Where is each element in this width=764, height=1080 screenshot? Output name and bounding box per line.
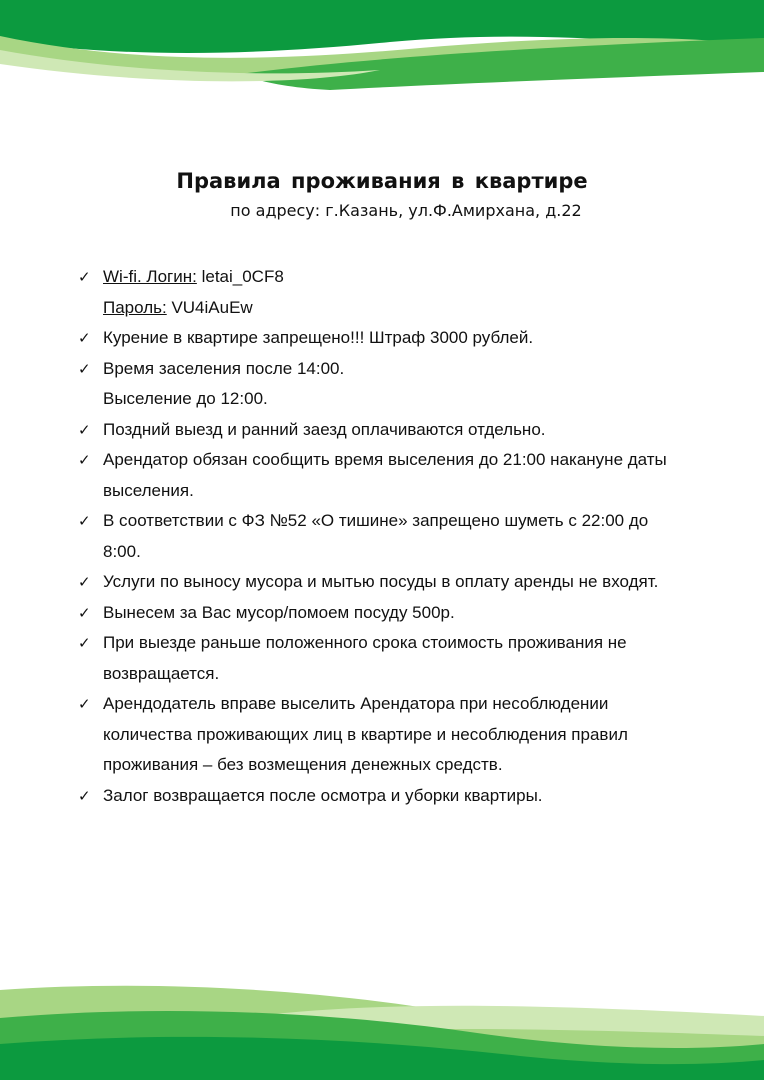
rule-no-smoking [78, 323, 718, 354]
checkmark-icon: ✓ [78, 695, 91, 713]
top-wave-decoration [0, 0, 764, 100]
rule-text-line: Выселение до 12:00. [103, 389, 268, 408]
rule-early-departure [78, 628, 718, 689]
checkmark-icon: ✓ [78, 634, 91, 652]
checkmark-icon: ✓ [78, 420, 91, 439]
rule-text: Услуги по выносу мусора и мытью посуды в оплату аренды не входят. [103, 572, 659, 591]
page-title: Правила проживания в квартире [176, 169, 588, 193]
rule-text: Вынесем за Вас мусор/помоем посуду 500р. [103, 602, 455, 622]
address-subtitle: по адресу: г.Казань, ул.Ф.Амирхана, д.22 [230, 201, 582, 220]
rule-text-line: возвращается. [103, 663, 220, 683]
rule-notify-checkout [78, 445, 718, 506]
checkmark-icon: ✓ [78, 359, 91, 378]
checkmark-icon: ✓ [78, 451, 91, 469]
rule-late-checkout [78, 415, 718, 446]
bottom-wave-decoration [0, 960, 764, 1080]
rule-text: Залог возвращается после осмотра и уборки квартиры. [103, 785, 543, 805]
rule-text-line: количества проживающих лиц в квартире и несоблюдения правил [103, 724, 628, 744]
rule-text-line: 8:00. [103, 541, 141, 561]
wifi-login-label: Wi-fi. Логин: [103, 267, 197, 286]
rule-text: Поздний выезд и ранний заезд оплачиваются отдельно. [103, 419, 546, 439]
checkmark-icon: ✓ [78, 268, 91, 286]
rule-text-line: проживания – без возмещения денежных средств. [103, 755, 503, 774]
wifi-password-value: VU4iAuEw [166, 297, 253, 317]
rule-text-line: выселения. [103, 480, 194, 500]
rule-text-line: Арендатор обязан сообщить время выселения до 21:00 накануне даты [103, 450, 667, 469]
rule-wifi [78, 262, 718, 323]
checkmark-icon: ✓ [78, 573, 91, 591]
rule-services-not-included [78, 567, 718, 598]
checkmark-icon: ✓ [78, 603, 91, 622]
checkmark-icon: ✓ [78, 329, 91, 347]
rule-text-line: В соответствии с ФЗ №52 «О тишине» запрещено шуметь с 22:00 до [103, 511, 649, 530]
checkmark-icon: ✓ [78, 512, 91, 530]
checkmark-icon: ✓ [78, 786, 91, 805]
rules-list [78, 262, 718, 811]
rule-deposit [78, 781, 718, 812]
wifi-login-value: letai_0CF8 [196, 267, 284, 286]
rule-eviction [78, 689, 718, 781]
rule-silence-law [78, 506, 718, 567]
rule-text-line: При выезде раньше положенного срока стоимость проживания не [103, 633, 627, 652]
rule-text-line: Арендодатель вправе выселить Арендатора при несоблюдении [103, 694, 609, 713]
rule-text: Курение в квартире запрещено!!! Штраф 3000 рублей. [103, 328, 534, 347]
wifi-password-label: Пароль: [103, 297, 167, 317]
rule-text-line: Время заселения после 14:00. [103, 358, 345, 378]
rule-trash-service [78, 598, 718, 629]
rule-checkin-checkout [78, 354, 718, 415]
